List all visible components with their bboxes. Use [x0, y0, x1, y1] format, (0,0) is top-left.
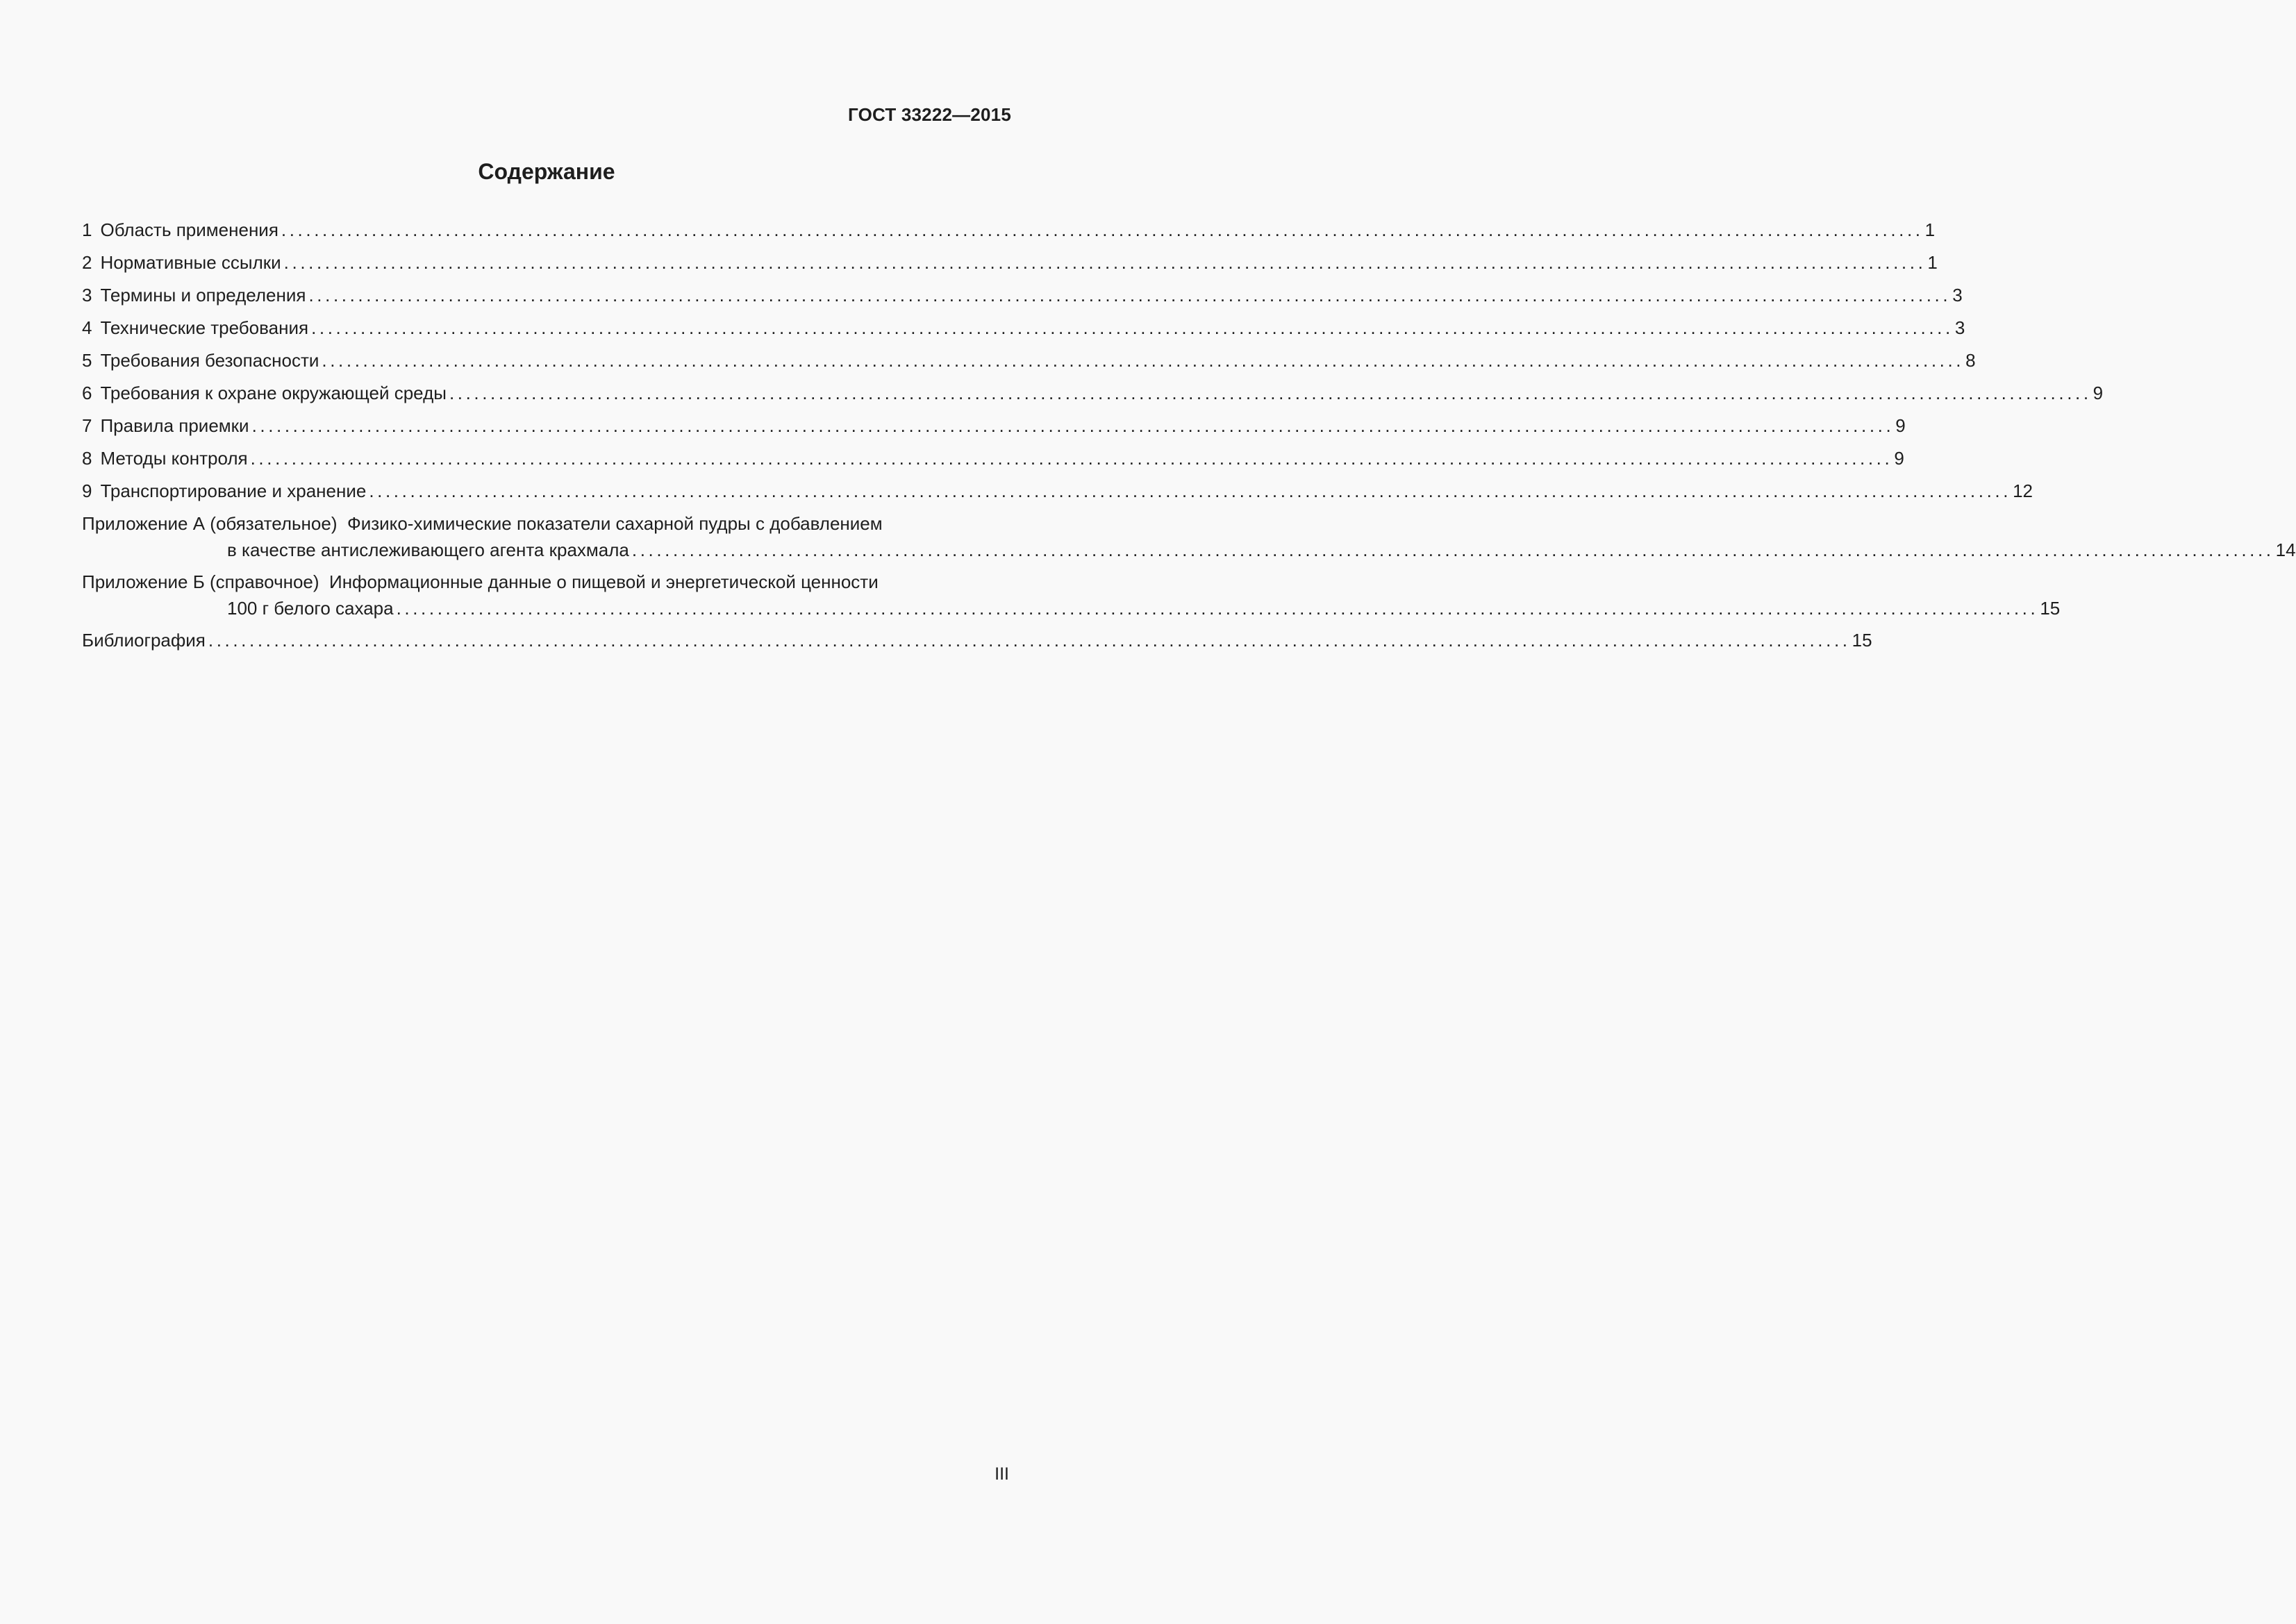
toc-entry-number: 8	[82, 448, 92, 469]
dot-leader: ........................................................................................................................................................................................................	[396, 598, 2039, 619]
toc-entry-title: Требования безопасности	[100, 350, 319, 371]
appendix-title-line1: Физико-химические показатели сахарной пудры с добавлением	[347, 513, 883, 534]
toc-entry-5[interactable]	[82, 348, 1976, 380]
toc-entry-title: Методы контроля	[100, 448, 248, 469]
toc-entry-title: Область применения	[100, 219, 278, 240]
document-designation: ГОСТ 33222—2015	[848, 104, 1011, 125]
toc-entry-page: 3	[1954, 317, 1965, 338]
toc-entry-title: Требования к охране окружающей среды	[100, 383, 447, 403]
toc-entry-page: 9	[1894, 448, 1904, 469]
toc-entry-number: 3	[82, 285, 92, 305]
toc-entry-number: 1	[82, 219, 92, 240]
toc-entry-1[interactable]	[82, 217, 1936, 250]
appendix-title-line2: 100 г белого сахара	[227, 598, 394, 619]
toc-entry-page: 15	[2040, 598, 2061, 619]
toc-entry-7[interactable]	[82, 413, 1906, 446]
toc-entry-title: Правила приемки	[100, 415, 249, 436]
appendix-title-line2: в качестве антислеживающего агента крахмала	[227, 539, 629, 560]
dot-leader: ........................................................................................................................................................................................................	[449, 383, 2092, 403]
appendix-label: Приложение А (обязательное)	[82, 513, 338, 534]
dot-leader: ........................................................................................................................................................................................................	[311, 317, 1954, 338]
toc-entry-3[interactable]	[82, 283, 1963, 315]
toc-entry-4[interactable]	[82, 315, 1965, 348]
toc-entry-page: 1	[1924, 219, 1936, 240]
dot-leader: ........................................................................................................................................................................................................	[251, 415, 1895, 436]
dot-leader: ........................................................................................................................................................................................................	[322, 350, 1965, 371]
toc-entry-number: 4	[82, 317, 92, 338]
toc-entry-8[interactable]	[82, 446, 1904, 478]
toc-entry-page: 3	[1952, 285, 1963, 305]
toc-entry-page: 9	[1895, 415, 1906, 436]
toc-entry-title: Технические требования	[100, 317, 309, 338]
page-number: III	[995, 1464, 1009, 1484]
toc-entry-page: 8	[1965, 350, 1976, 371]
toc-entry-9[interactable]	[82, 478, 2033, 511]
toc-entry-2[interactable]	[82, 250, 1938, 283]
toc-entry-bibliography[interactable]	[82, 628, 1872, 660]
appendix-label: Приложение Б (справочное)	[82, 571, 319, 592]
toc-entry-title: Термины и определения	[100, 285, 306, 305]
toc-entry-page: 12	[2013, 480, 2033, 501]
toc-entry-number: 6	[82, 383, 92, 403]
dot-leader: ........................................................................................................................................................................................................	[631, 539, 2274, 560]
table-of-contents	[82, 217, 2296, 660]
toc-entry-number: 2	[82, 252, 92, 273]
toc-entry-number: 5	[82, 350, 92, 371]
toc-entry-title: Библиография	[82, 630, 206, 651]
dot-leader: ........................................................................................................................................................................................................	[208, 630, 1851, 651]
toc-entry-title: Нормативные ссылки	[100, 252, 281, 273]
toc-entry-page: 14	[2275, 539, 2296, 560]
toc-entry-page: 9	[2093, 383, 2104, 403]
dot-leader: ........................................................................................................................................................................................................	[308, 285, 1952, 305]
appendix-title-line1: Информационные данные о пищевой и энергетической ценности	[329, 571, 879, 592]
toc-entry-number: 9	[82, 480, 92, 501]
toc-entry-page: 15	[1852, 630, 1872, 651]
toc-entry-6[interactable]	[82, 380, 2104, 413]
toc-title: Содержание	[478, 159, 615, 184]
toc-entry-page: 1	[1927, 252, 1938, 273]
toc-entry-number: 7	[82, 415, 92, 436]
dot-leader: ........................................................................................................................................................................................................	[250, 448, 1893, 469]
toc-entry-appendix-a[interactable]	[82, 511, 2296, 569]
dot-leader: ........................................................................................................................................................................................................	[369, 480, 2012, 501]
toc-entry-appendix-b[interactable]	[82, 569, 2061, 628]
dot-leader: ........................................................................................................................................................................................................	[281, 219, 1924, 240]
dot-leader: ........................................................................................................................................................................................................	[283, 252, 1927, 273]
toc-entry-title: Транспортирование и хранение	[100, 480, 367, 501]
